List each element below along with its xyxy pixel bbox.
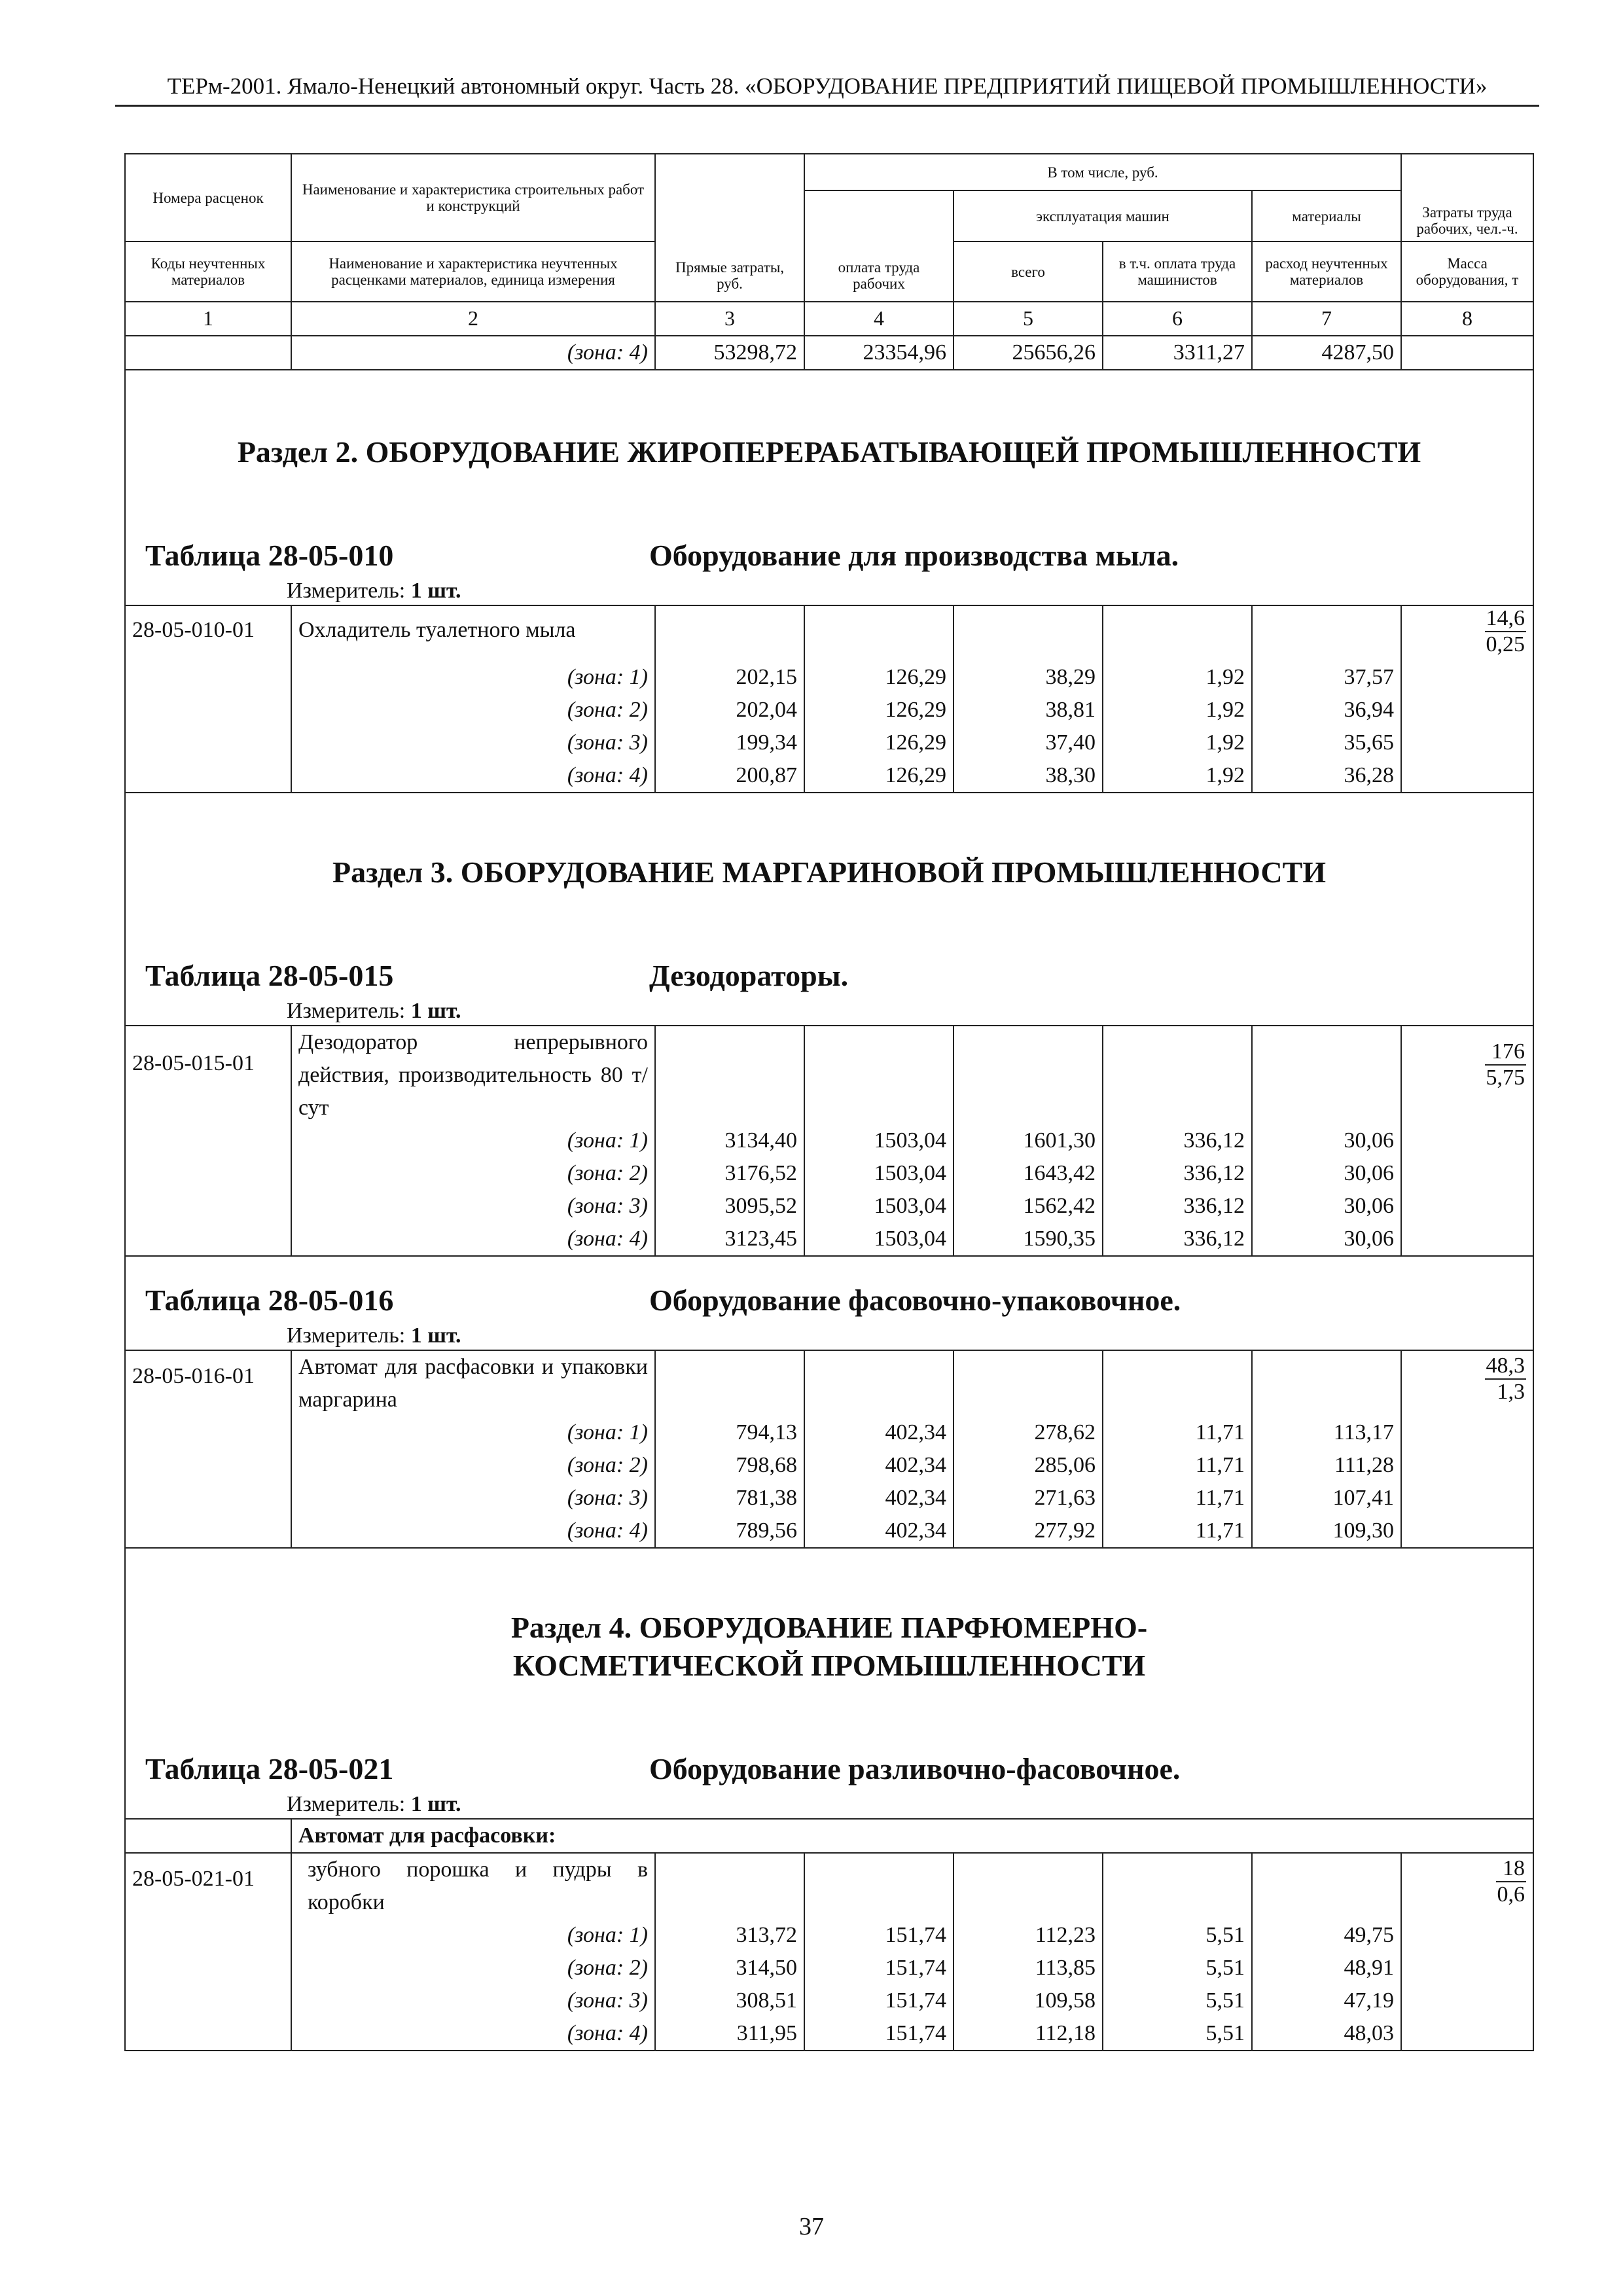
rate-code: 28-05-010-01 bbox=[125, 605, 291, 661]
zone-label: (зона: 1) bbox=[291, 1124, 655, 1157]
col2-top-header: Наименование и характеристика строительных работ и конструкций bbox=[291, 154, 655, 242]
labor-mass-fraction bbox=[1401, 1026, 1533, 1124]
labor-pay: 1503,04 bbox=[804, 1124, 954, 1157]
direct-cost: 794,13 bbox=[655, 1416, 804, 1449]
rate-name: Автомат для расфасовки и упаковки маргарина bbox=[291, 1350, 655, 1416]
labor-pay: 151,74 bbox=[804, 1984, 954, 2017]
machinists-pay: 5,51 bbox=[1103, 1952, 1252, 1984]
labor-pay: 1503,04 bbox=[804, 1223, 954, 1256]
machines-total: 25656,26 bbox=[954, 336, 1103, 370]
labor-pay: 151,74 bbox=[804, 1952, 954, 1984]
machines-total: 1590,35 bbox=[954, 1223, 1103, 1256]
direct-cost: 202,04 bbox=[655, 694, 804, 726]
table-row bbox=[125, 1190, 1533, 1223]
zone-label: (зона: 1) bbox=[291, 1919, 655, 1952]
materials-cost: 30,06 bbox=[1252, 1190, 1401, 1223]
table-number: Таблица 28-05-015 bbox=[145, 959, 394, 992]
table-number: Таблица 28-05-016 bbox=[145, 1283, 394, 1317]
table-row bbox=[125, 1515, 1533, 1548]
direct-cost: 200,87 bbox=[655, 759, 804, 793]
zone-label: (зона: 4) bbox=[291, 759, 655, 793]
machinists-pay: 336,12 bbox=[1103, 1223, 1252, 1256]
col-number: 5 bbox=[954, 302, 1103, 336]
col5-header: всего bbox=[954, 242, 1103, 302]
labor-mass-fraction bbox=[1401, 605, 1533, 661]
rate-code: 28-05-016-01 bbox=[125, 1350, 291, 1416]
table-row bbox=[125, 694, 1533, 726]
table-row bbox=[125, 1449, 1533, 1482]
zone-label: (зона: 3) bbox=[291, 1984, 655, 2017]
table-row bbox=[125, 1919, 1533, 1952]
labor-mass-fraction bbox=[1401, 1350, 1533, 1416]
labor-pay: 151,74 bbox=[804, 1919, 954, 1952]
machines-total: 37,40 bbox=[954, 726, 1103, 759]
materials-cost: 30,06 bbox=[1252, 1124, 1401, 1157]
table-row bbox=[125, 1223, 1533, 1256]
machinists-pay: 11,71 bbox=[1103, 1482, 1252, 1515]
labor-pay: 402,34 bbox=[804, 1416, 954, 1449]
direct-cost: 53298,72 bbox=[655, 336, 804, 370]
direct-cost: 781,38 bbox=[655, 1482, 804, 1515]
section-title: Раздел 3. ОБОРУДОВАНИЕ МАРГАРИНОВОЙ ПРОМЫШЛЕННОСТИ bbox=[332, 855, 1327, 889]
table-row bbox=[125, 336, 1533, 370]
col-number: 6 bbox=[1103, 302, 1252, 336]
labor-pay: 1503,04 bbox=[804, 1190, 954, 1223]
direct-cost: 308,51 bbox=[655, 1984, 804, 2017]
materials-cost: 47,19 bbox=[1252, 1984, 1401, 2017]
zone-label: (зона: 2) bbox=[291, 694, 655, 726]
table-row bbox=[125, 1952, 1533, 1984]
machinists-pay: 1,92 bbox=[1103, 726, 1252, 759]
machinists-pay: 11,71 bbox=[1103, 1449, 1252, 1482]
machines-header: эксплуатация машин bbox=[954, 190, 1252, 242]
table-row bbox=[125, 2017, 1533, 2051]
table-row bbox=[125, 1124, 1533, 1157]
zone-label: (зона: 4) bbox=[291, 2017, 655, 2051]
machines-total: 109,58 bbox=[954, 1984, 1103, 2017]
table-name: Оборудование фасовочно-упаковочное. bbox=[649, 1283, 1181, 1317]
labor-pay: 126,29 bbox=[804, 694, 954, 726]
rate-name: Дезодоратор непрерывного действия, производительность 80 т/сут bbox=[291, 1026, 655, 1124]
materials-header: материалы bbox=[1252, 190, 1401, 242]
machinists-pay: 336,12 bbox=[1103, 1190, 1252, 1223]
materials-cost: 36,94 bbox=[1252, 694, 1401, 726]
machinists-pay: 5,51 bbox=[1103, 2017, 1252, 2051]
machines-total: 38,29 bbox=[954, 661, 1103, 694]
table-row bbox=[125, 1416, 1533, 1449]
direct-cost: 3176,52 bbox=[655, 1157, 804, 1190]
table-row bbox=[125, 661, 1533, 694]
labor-pay: 1503,04 bbox=[804, 1157, 954, 1190]
col-number: 7 bbox=[1252, 302, 1401, 336]
rate-name: Охладитель туалетного мыла bbox=[291, 605, 655, 661]
rate-name: зубного порошка и пудры в коробки bbox=[291, 1853, 655, 1919]
machines-total: 271,63 bbox=[954, 1482, 1103, 1515]
machines-total: 112,18 bbox=[954, 2017, 1103, 2051]
direct-cost: 3123,45 bbox=[655, 1223, 804, 1256]
materials-cost: 4287,50 bbox=[1252, 336, 1401, 370]
machinists-pay: 3311,27 bbox=[1103, 336, 1252, 370]
direct-cost: 3134,40 bbox=[655, 1124, 804, 1157]
materials-cost: 30,06 bbox=[1252, 1223, 1401, 1256]
materials-cost: 49,75 bbox=[1252, 1919, 1401, 1952]
machinists-pay: 11,71 bbox=[1103, 1515, 1252, 1548]
table-number: Таблица 28-05-021 bbox=[145, 1752, 394, 1785]
labor-hours: 48,3 bbox=[1485, 1354, 1527, 1380]
direct-cost: 798,68 bbox=[655, 1449, 804, 1482]
group-title: Автомат для расфасовки: bbox=[291, 1819, 1533, 1853]
table-name: Оборудование для производства мыла. bbox=[649, 539, 1179, 572]
labor-hours: 14,6 bbox=[1485, 606, 1527, 632]
materials-cost: 107,41 bbox=[1252, 1482, 1401, 1515]
materials-cost: 109,30 bbox=[1252, 1515, 1401, 1548]
col7-header: расход неучтенных материалов bbox=[1252, 242, 1401, 302]
direct-cost: 314,50 bbox=[655, 1952, 804, 1984]
equipment-mass: 0,25 bbox=[1486, 632, 1525, 656]
table-row bbox=[125, 1819, 1533, 1853]
col6-header: в т.ч. оплата труда машинистов bbox=[1103, 242, 1252, 302]
materials-cost: 37,57 bbox=[1252, 661, 1401, 694]
zone-label: (зона: 2) bbox=[291, 1952, 655, 1984]
table-row bbox=[125, 1350, 1533, 1416]
col8-bottom-header: Масса оборудования, т bbox=[1401, 242, 1533, 302]
measure-unit: Измеритель: 1 шт. bbox=[287, 1792, 461, 1816]
materials-cost: 113,17 bbox=[1252, 1416, 1401, 1449]
labor-pay: 126,29 bbox=[804, 759, 954, 793]
table-name: Оборудование разливочно-фасовочное. bbox=[649, 1752, 1181, 1785]
direct-cost: 202,15 bbox=[655, 661, 804, 694]
including-header: В том числе, руб. bbox=[804, 154, 1401, 190]
equipment-mass: 0,6 bbox=[1497, 1882, 1525, 1907]
col-number: 8 bbox=[1401, 302, 1533, 336]
rate-code: 28-05-015-01 bbox=[125, 1026, 291, 1124]
materials-cost: 36,28 bbox=[1252, 759, 1401, 793]
section-title: Раздел 2. ОБОРУДОВАНИЕ ЖИРОПЕРЕРАБАТЫВАЮЩЕЙ ПРОМЫШЛЕННОСТИ bbox=[237, 435, 1421, 469]
col-number: 4 bbox=[804, 302, 954, 336]
materials-cost: 35,65 bbox=[1252, 726, 1401, 759]
labor-hours: 18 bbox=[1496, 1856, 1527, 1882]
table-name: Дезодораторы. bbox=[649, 959, 849, 992]
direct-cost: 3095,52 bbox=[655, 1190, 804, 1223]
labor-hours: 176 bbox=[1485, 1039, 1527, 1066]
col-number: 3 bbox=[655, 302, 804, 336]
direct-cost: 199,34 bbox=[655, 726, 804, 759]
materials-cost: 48,91 bbox=[1252, 1952, 1401, 1984]
machinists-pay: 336,12 bbox=[1103, 1157, 1252, 1190]
machinists-pay: 1,92 bbox=[1103, 661, 1252, 694]
machines-total: 1601,30 bbox=[954, 1124, 1103, 1157]
zone-label: (зона: 1) bbox=[291, 661, 655, 694]
labor-pay: 402,34 bbox=[804, 1449, 954, 1482]
machinists-pay: 1,92 bbox=[1103, 759, 1252, 793]
col-number: 1 bbox=[125, 302, 291, 336]
zone-label: (зона: 3) bbox=[291, 1190, 655, 1223]
materials-cost: 48,03 bbox=[1252, 2017, 1401, 2051]
direct-cost: 311,95 bbox=[655, 2017, 804, 2051]
col8-top-header: Затраты труда рабочих, чел.-ч. bbox=[1401, 154, 1533, 242]
machines-total: 113,85 bbox=[954, 1952, 1103, 1984]
table-row bbox=[125, 1853, 1533, 1919]
materials-cost: 111,28 bbox=[1252, 1449, 1401, 1482]
zone-label: (зона: 2) bbox=[291, 1449, 655, 1482]
zone-label: (зона: 4) bbox=[291, 336, 655, 370]
machinists-pay: 11,71 bbox=[1103, 1416, 1252, 1449]
equipment-mass: 5,75 bbox=[1486, 1066, 1525, 1090]
col3-header: Прямые затраты, руб. bbox=[655, 154, 804, 302]
table-row bbox=[125, 1157, 1533, 1190]
machines-total: 1643,42 bbox=[954, 1157, 1103, 1190]
measure-unit: Измеритель: 1 шт. bbox=[287, 999, 461, 1023]
price-table-sheet bbox=[124, 153, 1533, 2051]
table-row bbox=[125, 726, 1533, 759]
direct-cost: 313,72 bbox=[655, 1919, 804, 1952]
machines-total: 277,92 bbox=[954, 1515, 1103, 1548]
machines-total: 278,62 bbox=[954, 1416, 1103, 1449]
zone-label: (зона: 3) bbox=[291, 1482, 655, 1515]
direct-cost: 789,56 bbox=[655, 1515, 804, 1548]
machines-total: 38,30 bbox=[954, 759, 1103, 793]
zone-label: (зона: 4) bbox=[291, 1515, 655, 1548]
table-row bbox=[125, 1026, 1533, 1124]
machines-total: 1562,42 bbox=[954, 1190, 1103, 1223]
page-number: 37 bbox=[799, 2213, 824, 2240]
machinists-pay: 5,51 bbox=[1103, 1919, 1252, 1952]
page-header: ТЕРм-2001. Ямало-Ненецкий автономный округ. Часть 28. «ОБОРУДОВАНИЕ ПРЕДПРИЯТИЙ ПИЩЕВОЙ ПРОМЫШЛЕННОСТИ» bbox=[167, 73, 1488, 99]
zone-label: (зона: 1) bbox=[291, 1416, 655, 1449]
header-rule bbox=[115, 105, 1539, 107]
section-title: Раздел 4. ОБОРУДОВАНИЕ ПАРФЮМЕРНО-КОСМЕТИЧЕСКОЙ ПРОМЫШЛЕННОСТИ bbox=[510, 1611, 1148, 1682]
measure-unit: Измеритель: 1 шт. bbox=[287, 1323, 461, 1348]
equipment-mass: 1,3 bbox=[1497, 1380, 1525, 1404]
col1-top-header: Номера расценок bbox=[125, 154, 291, 242]
zone-label: (зона: 3) bbox=[291, 726, 655, 759]
measure-unit: Измеритель: 1 шт. bbox=[287, 579, 461, 603]
zone-label: (зона: 2) bbox=[291, 1157, 655, 1190]
price-table bbox=[124, 153, 1534, 2051]
machines-total: 285,06 bbox=[954, 1449, 1103, 1482]
zone-label: (зона: 4) bbox=[291, 1223, 655, 1256]
machinists-pay: 336,12 bbox=[1103, 1124, 1252, 1157]
col1-bottom-header: Коды неучтенных материалов bbox=[125, 242, 291, 302]
labor-pay: 151,74 bbox=[804, 2017, 954, 2051]
table-number: Таблица 28-05-010 bbox=[145, 539, 394, 572]
machinists-pay: 5,51 bbox=[1103, 1984, 1252, 2017]
labor-pay: 126,29 bbox=[804, 661, 954, 694]
col2-bottom-header: Наименование и характеристика неучтенных расценками материалов, единица измерения bbox=[291, 242, 655, 302]
labor-pay: 402,34 bbox=[804, 1482, 954, 1515]
labor-pay: 126,29 bbox=[804, 726, 954, 759]
machinists-pay: 1,92 bbox=[1103, 694, 1252, 726]
table-row bbox=[125, 605, 1533, 661]
table-row bbox=[125, 759, 1533, 793]
labor-pay: 23354,96 bbox=[804, 336, 954, 370]
rate-code: 28-05-021-01 bbox=[125, 1853, 291, 1919]
table-row bbox=[125, 1984, 1533, 2017]
labor-mass-fraction bbox=[1401, 1853, 1533, 1919]
machines-total: 112,23 bbox=[954, 1919, 1103, 1952]
labor-pay: 402,34 bbox=[804, 1515, 954, 1548]
materials-cost: 30,06 bbox=[1252, 1157, 1401, 1190]
machines-total: 38,81 bbox=[954, 694, 1103, 726]
col4-header: оплата труда рабочих bbox=[804, 190, 954, 302]
col-number: 2 bbox=[291, 302, 655, 336]
table-row bbox=[125, 1482, 1533, 1515]
